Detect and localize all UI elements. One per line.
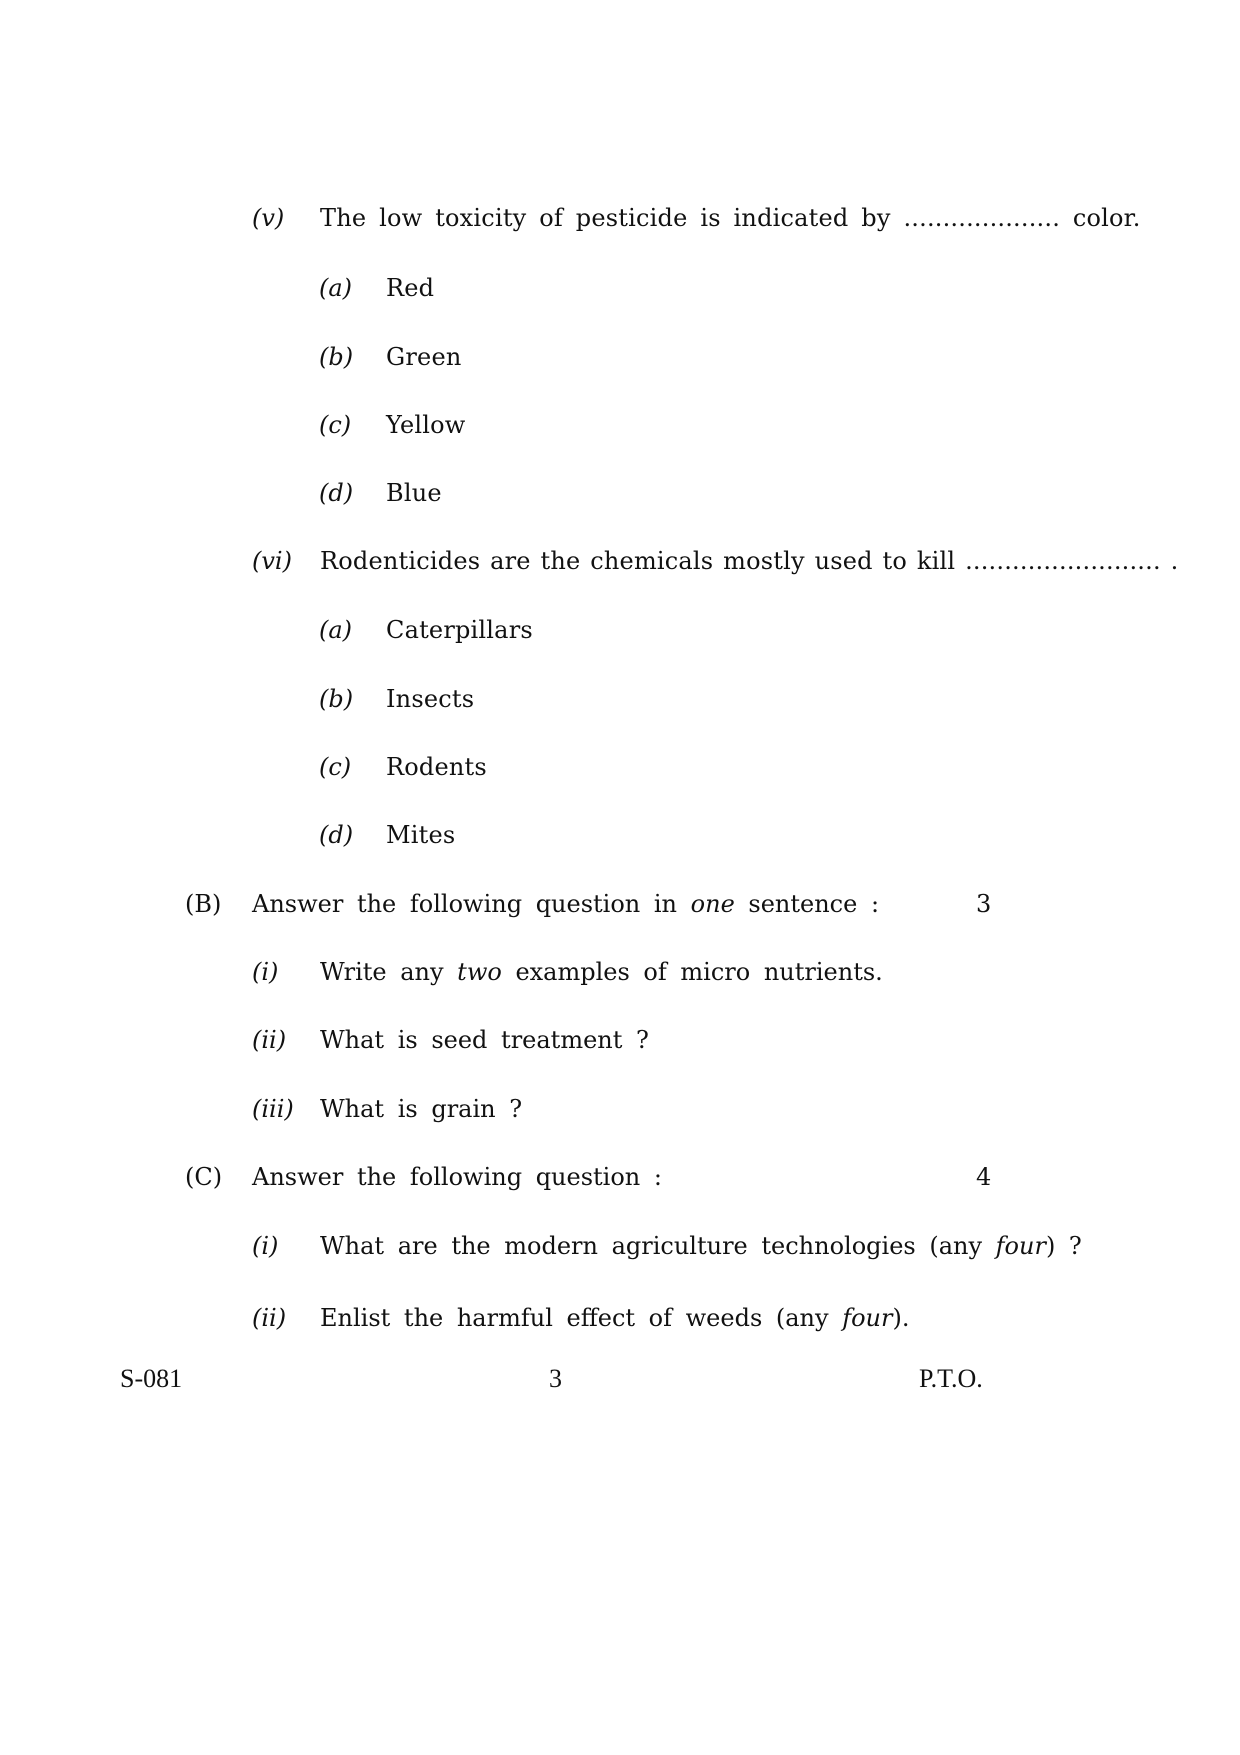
- question-text-emphasis: four: [842, 1304, 893, 1332]
- option-text: Insects: [386, 685, 475, 713]
- question-text: [320, 960, 883, 984]
- question-text-emphasis: two: [457, 958, 502, 986]
- option-label: (c): [319, 753, 352, 781]
- question-text: Rodenticides are the chemicals mostly used to kill ......................... .: [320, 547, 1179, 575]
- question-text: What is seed treatment ?: [320, 1026, 649, 1054]
- page-number: 3: [549, 1364, 562, 1393]
- section-heading: [252, 892, 879, 916]
- question-text: What is grain ?: [320, 1095, 523, 1123]
- option-text: Mites: [386, 821, 456, 849]
- question-number: (vi): [252, 547, 292, 575]
- paper-code: S-081: [120, 1364, 183, 1393]
- question-number: (ii): [252, 1026, 287, 1054]
- question-number: (iii): [252, 1095, 294, 1123]
- question-text-start: Enlist the harmful effect of weeds (any: [320, 1304, 843, 1332]
- question-text-emphasis: four: [995, 1232, 1046, 1260]
- question-text: [320, 1234, 1082, 1258]
- option-label: (c): [319, 411, 352, 439]
- option-text: Caterpillars: [386, 616, 533, 644]
- option-text: Green: [386, 343, 462, 371]
- question-text-start: Write any: [320, 958, 458, 986]
- question-text-end: examples of micro nutrients.: [501, 958, 883, 986]
- question-text-end: ) ?: [1045, 1232, 1082, 1260]
- question-text: [320, 1306, 909, 1330]
- question-text-start: What are the modern agriculture technologies (any: [320, 1232, 996, 1260]
- question-number: (ii): [252, 1304, 287, 1332]
- question-text: The low toxicity of pesticide is indicated by .................... color.: [320, 204, 1141, 232]
- option-text: Red: [386, 274, 435, 302]
- section-heading-emphasis: one: [690, 890, 735, 918]
- section-label: (B): [185, 890, 222, 918]
- section-heading: Answer the following question :: [252, 1163, 662, 1191]
- option-label: (a): [319, 616, 353, 644]
- question-number: (i): [252, 958, 279, 986]
- question-text-end: ).: [892, 1304, 910, 1332]
- section-label: (C): [185, 1163, 223, 1191]
- option-text: Blue: [386, 479, 442, 507]
- option-label: (b): [319, 685, 354, 713]
- option-label: (b): [319, 343, 354, 371]
- question-number: (i): [252, 1232, 279, 1260]
- option-text: Yellow: [386, 411, 466, 439]
- option-label: (a): [319, 274, 353, 302]
- section-marks: 4: [976, 1163, 992, 1191]
- pto-note: P.T.O.: [919, 1364, 983, 1393]
- option-label: (d): [319, 821, 354, 849]
- section-heading-end: sentence :: [734, 890, 880, 918]
- section-marks: 3: [976, 890, 992, 918]
- question-number: (v): [252, 204, 285, 232]
- option-label: (d): [319, 479, 354, 507]
- option-text: Rodents: [386, 753, 487, 781]
- section-heading-start: Answer the following question in: [252, 890, 691, 918]
